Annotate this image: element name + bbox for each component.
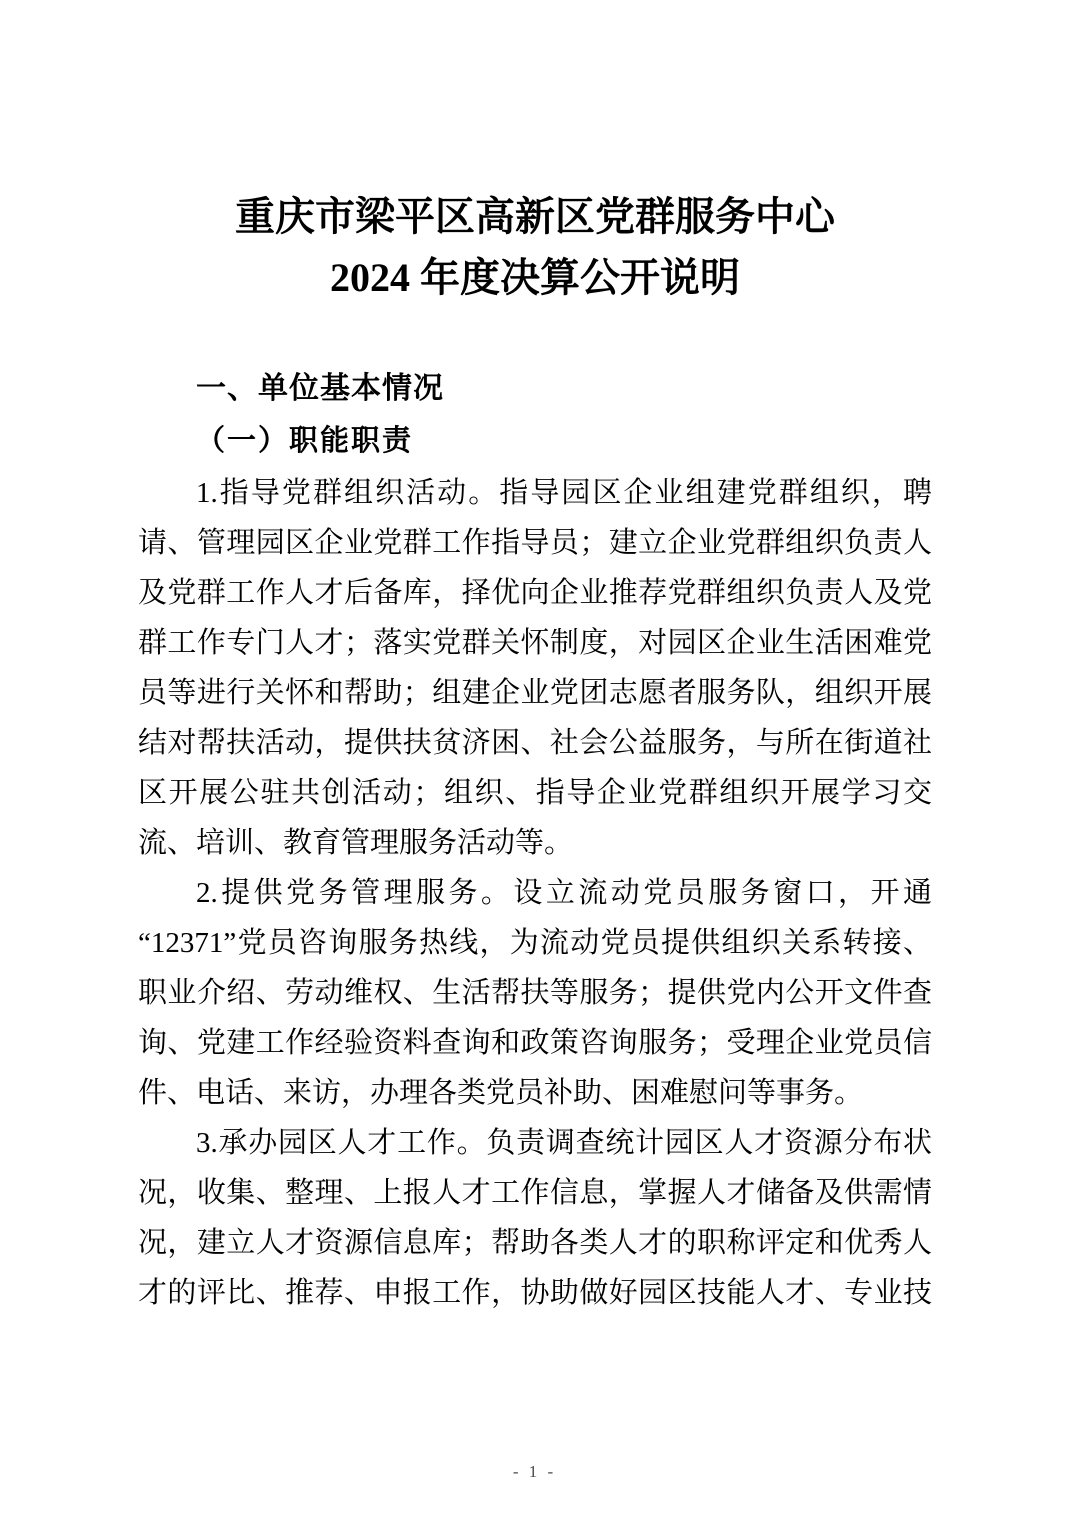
title-line-1: 重庆市梁平区高新区党群服务中心	[235, 194, 835, 239]
page-number: - 1 -	[512, 1462, 557, 1481]
subsection-heading: （一）职能职责	[196, 425, 414, 457]
section-heading: 一、单位基本情况	[196, 372, 444, 405]
paragraph-2: 2.提供党务管理服务。设立流动党员服务窗口，开通“12371”党员咨询服务热线，为流动党员提供组织关系转接、职业介绍、劳动维权、生活帮扶等服务；提供党内公开文件查询、党建工作经验资料查询和政策咨询服务；受理企业党员信件、电话、来访，办理各类党员补助、困难慰问等事务。	[138, 877, 932, 1109]
document-content	[138, 0, 932, 1318]
paragraph-1: 1.指导党群组织活动。指导园区企业组建党群组织，聘请、管理园区企业党群工作指导员；建立企业党群组织负责人及党群工作人才后备库，择优向企业推荐党群组织负责人及党群工作专门人才；落实党群关怀制度，对园区企业生活困难党员等进行关怀和帮助；组建企业党团志愿者服务队，组织开展结对帮扶活动，提供扶贫济困、社会公益服务，与所在街道社区开展公驻共创活动；组织、指导企业党群组织开展学习交流、培训、教育管理服务活动等。	[138, 477, 932, 859]
paragraph-3: 3.承办园区人才工作。负责调查统计园区人才资源分布状况，收集、整理、上报人才工作信息，掌握人才储备及供需情况，建立人才资源信息库；帮助各类人才的职称评定和优秀人才的评比、推荐、申报工作，协助做好园区技能人才、专业技	[138, 1127, 932, 1309]
document-title	[138, 186, 932, 308]
title-line-2: 2024 年度决算公开说明	[330, 255, 740, 300]
